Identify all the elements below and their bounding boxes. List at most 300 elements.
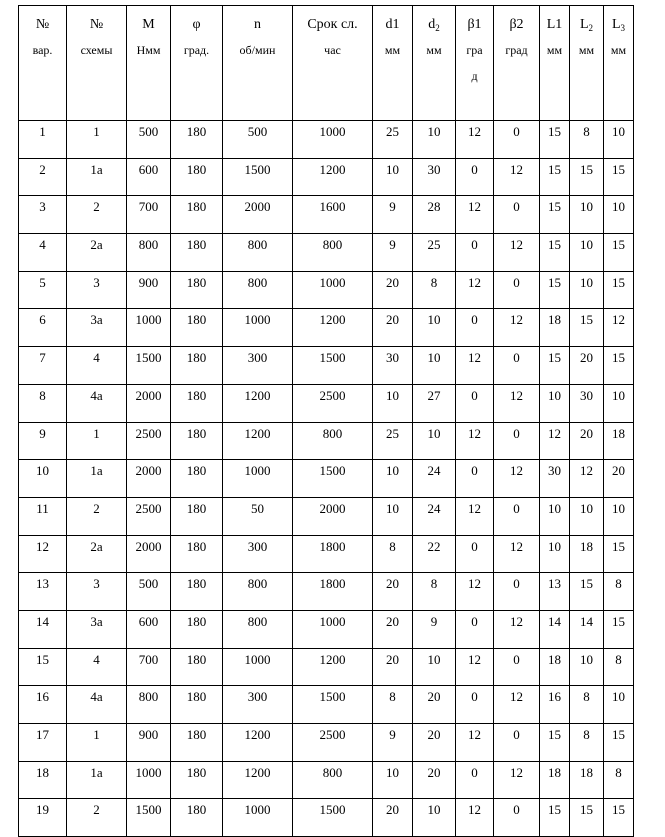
header-cell <box>456 6 494 121</box>
table-cell: 800 <box>293 761 373 799</box>
header-symbol-text: β2 <box>509 17 524 32</box>
table-row <box>19 686 634 724</box>
table-cell: 10 <box>570 196 604 234</box>
table-cell: 180 <box>171 309 223 347</box>
table-cell: 8 <box>413 271 456 309</box>
table-cell: 11 <box>19 497 67 535</box>
table-cell: 15 <box>570 158 604 196</box>
header-symbol-text: № <box>35 17 50 32</box>
header-symbol-text: № <box>89 17 104 32</box>
table-cell: 2 <box>19 158 67 196</box>
header-cell <box>127 6 171 121</box>
table-cell: 180 <box>171 271 223 309</box>
table-cell: 18 <box>19 761 67 799</box>
header-unit: мм <box>578 43 595 57</box>
table-row <box>19 422 634 460</box>
table-cell: 13 <box>540 573 570 611</box>
table-cell: 800 <box>293 422 373 460</box>
header-symbol <box>127 10 170 40</box>
header-subscript: 2 <box>588 23 594 33</box>
table-row <box>19 497 634 535</box>
header-symbol-text: β1 <box>467 17 482 32</box>
table-cell: 0 <box>494 422 540 460</box>
table-cell: 12 <box>494 460 540 498</box>
table-row <box>19 535 634 573</box>
header-symbol <box>373 10 412 40</box>
header-symbol <box>570 10 603 40</box>
table-cell: 14 <box>540 610 570 648</box>
table-cell: 14 <box>19 610 67 648</box>
table-cell: 20 <box>413 724 456 762</box>
header-cell <box>223 6 293 121</box>
table-cell: 10 <box>413 347 456 385</box>
table-cell: 180 <box>171 347 223 385</box>
header-unit: гра <box>466 43 483 57</box>
table-row <box>19 347 634 385</box>
table-cell: 0 <box>456 686 494 724</box>
table-cell: 12 <box>456 799 494 837</box>
table-cell: 15 <box>604 158 634 196</box>
table-cell: 10 <box>413 648 456 686</box>
table-cell: 1000 <box>127 761 171 799</box>
table-cell: 15 <box>540 347 570 385</box>
table-cell: 12 <box>494 686 540 724</box>
table-cell: 20 <box>413 761 456 799</box>
header-symbol <box>223 10 292 40</box>
table-cell: 180 <box>171 610 223 648</box>
table-cell: 4 <box>67 347 127 385</box>
table-cell: 8 <box>570 724 604 762</box>
table-cell: 8 <box>604 761 634 799</box>
header-symbol-text: L <box>611 17 621 32</box>
table-cell: 12 <box>494 158 540 196</box>
table-cell: 800 <box>127 686 171 724</box>
table-cell: 180 <box>171 384 223 422</box>
header-cell <box>570 6 604 121</box>
table-cell: 1 <box>67 121 127 159</box>
table-row <box>19 573 634 611</box>
table-cell: 20 <box>373 610 413 648</box>
table-cell: 180 <box>171 686 223 724</box>
table-cell: 1 <box>19 121 67 159</box>
table-cell: 0 <box>456 761 494 799</box>
table-cell: 10 <box>373 384 413 422</box>
table-cell: 0 <box>494 121 540 159</box>
table-cell: 2000 <box>127 384 171 422</box>
table-cell: 15 <box>540 158 570 196</box>
table-cell: 2500 <box>127 422 171 460</box>
table-cell: 15 <box>540 234 570 272</box>
table-cell: 1200 <box>293 648 373 686</box>
table-cell: 1а <box>67 158 127 196</box>
table-cell: 2а <box>67 535 127 573</box>
table-cell: 180 <box>171 724 223 762</box>
table-cell: 1000 <box>223 309 293 347</box>
table-cell: 800 <box>293 234 373 272</box>
table-cell: 12 <box>456 121 494 159</box>
table-cell: 20 <box>570 347 604 385</box>
table-cell: 180 <box>171 196 223 234</box>
table-cell: 1000 <box>223 460 293 498</box>
table-cell: 7 <box>19 347 67 385</box>
table-cell: 14 <box>570 610 604 648</box>
header-row <box>19 6 634 121</box>
table-cell: 1200 <box>223 761 293 799</box>
table-cell: 18 <box>604 422 634 460</box>
table-cell: 16 <box>19 686 67 724</box>
table-cell: 0 <box>494 347 540 385</box>
table-cell: 12 <box>456 497 494 535</box>
table-cell: 50 <box>223 497 293 535</box>
table-cell: 10 <box>540 535 570 573</box>
table-cell: 0 <box>494 799 540 837</box>
table-cell: 2000 <box>293 497 373 535</box>
table-row <box>19 121 634 159</box>
table-cell: 10 <box>413 121 456 159</box>
table-cell: 1а <box>67 460 127 498</box>
table-cell: 18 <box>540 648 570 686</box>
table-cell: 20 <box>373 271 413 309</box>
table-cell: 800 <box>223 234 293 272</box>
table-cell: 4а <box>67 686 127 724</box>
header-unit: град <box>505 43 528 57</box>
table-cell: 12 <box>494 761 540 799</box>
table-cell: 5 <box>19 271 67 309</box>
header-cell <box>293 6 373 121</box>
header-symbol-text: M <box>142 17 155 32</box>
table-cell: 12 <box>540 422 570 460</box>
table-cell: 0 <box>456 234 494 272</box>
table-cell: 12 <box>456 422 494 460</box>
table-cell: 15 <box>604 234 634 272</box>
table-row <box>19 234 634 272</box>
table-cell: 500 <box>127 121 171 159</box>
table-cell: 22 <box>413 535 456 573</box>
table-cell: 19 <box>19 799 67 837</box>
table-cell: 2 <box>67 497 127 535</box>
table-cell: 25 <box>373 121 413 159</box>
table-cell: 18 <box>570 761 604 799</box>
table-cell: 0 <box>456 610 494 648</box>
table-row <box>19 384 634 422</box>
header-unit-continued: д <box>471 69 478 83</box>
table-cell: 180 <box>171 648 223 686</box>
table-cell: 8 <box>373 535 413 573</box>
header-symbol-text: L <box>579 17 589 32</box>
table-cell: 20 <box>373 573 413 611</box>
table-cell: 300 <box>223 347 293 385</box>
table-cell: 3 <box>19 196 67 234</box>
table-cell: 180 <box>171 460 223 498</box>
table-cell: 0 <box>494 271 540 309</box>
table-cell: 18 <box>570 535 604 573</box>
table-cell: 10 <box>570 497 604 535</box>
header-symbol <box>67 10 126 40</box>
table-cell: 9 <box>373 234 413 272</box>
table-cell: 180 <box>171 422 223 460</box>
table-cell: 10 <box>570 648 604 686</box>
table-cell: 10 <box>604 121 634 159</box>
table-cell: 9 <box>413 610 456 648</box>
header-symbol-text: Срок сл. <box>307 17 358 32</box>
table-cell: 1000 <box>223 799 293 837</box>
table-cell: 12 <box>494 610 540 648</box>
table-cell: 30 <box>570 384 604 422</box>
table-cell: 12 <box>456 347 494 385</box>
header-cell <box>604 6 634 121</box>
table-cell: 2 <box>67 196 127 234</box>
table-cell: 28 <box>413 196 456 234</box>
table-cell: 0 <box>456 460 494 498</box>
table-cell: 8 <box>19 384 67 422</box>
table-cell: 8 <box>604 648 634 686</box>
table-cell: 18 <box>540 309 570 347</box>
table-cell: 8 <box>373 686 413 724</box>
table-cell: 20 <box>373 648 413 686</box>
table-cell: 0 <box>456 309 494 347</box>
table-cell: 12 <box>494 535 540 573</box>
table-cell: 0 <box>494 497 540 535</box>
table-cell: 180 <box>171 573 223 611</box>
table-cell: 12 <box>494 309 540 347</box>
table-cell: 1200 <box>293 158 373 196</box>
table-cell: 10 <box>373 497 413 535</box>
table-cell: 15 <box>604 724 634 762</box>
header-subscript: 2 <box>435 23 440 33</box>
table-cell: 12 <box>456 648 494 686</box>
table-cell: 2500 <box>127 497 171 535</box>
table-cell: 3а <box>67 610 127 648</box>
table-cell: 0 <box>494 196 540 234</box>
table-cell: 15 <box>540 196 570 234</box>
header-unit: Нмм <box>136 43 161 57</box>
table-cell: 18 <box>540 761 570 799</box>
table-cell: 9 <box>373 196 413 234</box>
table-cell: 180 <box>171 799 223 837</box>
header-symbol <box>456 10 493 40</box>
table-cell: 10 <box>604 686 634 724</box>
table-cell: 3 <box>67 573 127 611</box>
table-cell: 10 <box>604 196 634 234</box>
table-cell: 900 <box>127 724 171 762</box>
header-symbol-text: φ <box>192 17 201 32</box>
table-cell: 10 <box>604 497 634 535</box>
table-cell: 700 <box>127 196 171 234</box>
table-cell: 1500 <box>127 799 171 837</box>
table-cell: 1000 <box>293 271 373 309</box>
table-cell: 1600 <box>293 196 373 234</box>
table-cell: 1 <box>67 724 127 762</box>
table-cell: 10 <box>19 460 67 498</box>
table-cell: 12 <box>604 309 634 347</box>
table-cell: 1500 <box>293 460 373 498</box>
header-unit: вар. <box>32 43 53 57</box>
table-cell: 500 <box>127 573 171 611</box>
header-symbol <box>540 10 569 40</box>
table-cell: 1 <box>67 422 127 460</box>
table-cell: 16 <box>540 686 570 724</box>
table-cell: 15 <box>540 271 570 309</box>
header-symbol-text: d1 <box>385 17 400 32</box>
header-cell <box>171 6 223 121</box>
table-cell: 1800 <box>293 573 373 611</box>
table-cell: 20 <box>373 309 413 347</box>
table-cell: 1500 <box>223 158 293 196</box>
table-cell: 15 <box>540 724 570 762</box>
table-cell: 10 <box>540 384 570 422</box>
table-cell: 8 <box>570 121 604 159</box>
header-unit: град. <box>183 43 210 57</box>
header-symbol <box>293 10 372 40</box>
header-symbol <box>171 10 222 40</box>
table-cell: 10 <box>413 799 456 837</box>
table-cell: 25 <box>413 234 456 272</box>
table-cell: 1200 <box>293 309 373 347</box>
header-unit: об/мин <box>239 43 276 57</box>
table-cell: 13 <box>19 573 67 611</box>
table-cell: 1000 <box>127 309 171 347</box>
header-cell <box>373 6 413 121</box>
table-cell: 15 <box>604 535 634 573</box>
table-cell: 1000 <box>293 121 373 159</box>
table-cell: 2000 <box>223 196 293 234</box>
table-cell: 700 <box>127 648 171 686</box>
table-cell: 0 <box>494 724 540 762</box>
header-unit: мм <box>384 43 401 57</box>
header-symbol-text: d <box>428 17 436 32</box>
table-cell: 10 <box>373 460 413 498</box>
table-cell: 1500 <box>293 799 373 837</box>
variants-table <box>18 5 634 837</box>
table-cell: 15 <box>570 799 604 837</box>
table-cell: 8 <box>604 573 634 611</box>
table-cell: 6 <box>19 309 67 347</box>
header-unit: час <box>324 43 341 57</box>
table-cell: 180 <box>171 121 223 159</box>
table-cell: 15 <box>19 648 67 686</box>
table-cell: 30 <box>540 460 570 498</box>
table-cell: 30 <box>373 347 413 385</box>
table-cell: 2000 <box>127 460 171 498</box>
header-symbol <box>604 10 633 40</box>
table-cell: 10 <box>570 234 604 272</box>
table-cell: 4 <box>67 648 127 686</box>
table-cell: 1000 <box>293 610 373 648</box>
table-cell: 10 <box>373 761 413 799</box>
header-symbol-text: n <box>254 17 261 32</box>
table-cell: 4 <box>19 234 67 272</box>
table-cell: 10 <box>373 158 413 196</box>
table-cell: 1500 <box>127 347 171 385</box>
table-cell: 12 <box>19 535 67 573</box>
table-row <box>19 648 634 686</box>
table-cell: 800 <box>223 610 293 648</box>
header-unit: мм <box>610 43 627 57</box>
table-cell: 10 <box>570 271 604 309</box>
table-cell: 30 <box>413 158 456 196</box>
table-cell: 17 <box>19 724 67 762</box>
header-unit: схемы <box>80 43 113 57</box>
table-cell: 10 <box>604 384 634 422</box>
table-cell: 0 <box>456 158 494 196</box>
table-cell: 12 <box>456 271 494 309</box>
table-cell: 300 <box>223 686 293 724</box>
table-row <box>19 309 634 347</box>
table-cell: 15 <box>570 573 604 611</box>
table-cell: 3 <box>67 271 127 309</box>
table-cell: 800 <box>127 234 171 272</box>
table-cell: 1000 <box>223 648 293 686</box>
table-cell: 900 <box>127 271 171 309</box>
table-row <box>19 158 634 196</box>
header-cell <box>494 6 540 121</box>
table-cell: 8 <box>570 686 604 724</box>
table-cell: 1а <box>67 761 127 799</box>
table-cell: 1800 <box>293 535 373 573</box>
table-cell: 600 <box>127 158 171 196</box>
header-cell <box>413 6 456 121</box>
table-cell: 15 <box>604 799 634 837</box>
table-cell: 15 <box>540 799 570 837</box>
table-cell: 12 <box>456 196 494 234</box>
table-cell: 2500 <box>293 384 373 422</box>
header-symbol <box>413 10 455 40</box>
table-cell: 800 <box>223 271 293 309</box>
table-cell: 9 <box>19 422 67 460</box>
table-cell: 600 <box>127 610 171 648</box>
table-cell: 15 <box>570 309 604 347</box>
table-cell: 12 <box>456 724 494 762</box>
table-cell: 2000 <box>127 535 171 573</box>
table-cell: 4а <box>67 384 127 422</box>
table-cell: 25 <box>373 422 413 460</box>
table-cell: 20 <box>604 460 634 498</box>
table-cell: 10 <box>413 309 456 347</box>
table-cell: 24 <box>413 460 456 498</box>
table-cell: 12 <box>456 573 494 611</box>
table-cell: 1500 <box>293 347 373 385</box>
header-subscript: 3 <box>620 23 626 33</box>
table-cell: 27 <box>413 384 456 422</box>
table-cell: 500 <box>223 121 293 159</box>
table-row <box>19 761 634 799</box>
header-unit: мм <box>546 43 563 57</box>
table-cell: 20 <box>413 686 456 724</box>
header-symbol-text: L1 <box>546 17 563 32</box>
table-cell: 12 <box>494 384 540 422</box>
table-cell: 12 <box>494 234 540 272</box>
header-cell <box>540 6 570 121</box>
table-cell: 300 <box>223 535 293 573</box>
table-cell: 24 <box>413 497 456 535</box>
table-cell: 800 <box>223 573 293 611</box>
table-row <box>19 196 634 234</box>
table-row <box>19 271 634 309</box>
header-cell <box>19 6 67 121</box>
table-cell: 10 <box>540 497 570 535</box>
table-cell: 1200 <box>223 724 293 762</box>
table-row <box>19 460 634 498</box>
table-cell: 1500 <box>293 686 373 724</box>
header-symbol <box>494 10 539 40</box>
table-cell: 0 <box>494 648 540 686</box>
table-cell: 1200 <box>223 422 293 460</box>
table-row <box>19 724 634 762</box>
table-cell: 180 <box>171 761 223 799</box>
table-row <box>19 610 634 648</box>
table-cell: 12 <box>570 460 604 498</box>
table-cell: 3а <box>67 309 127 347</box>
